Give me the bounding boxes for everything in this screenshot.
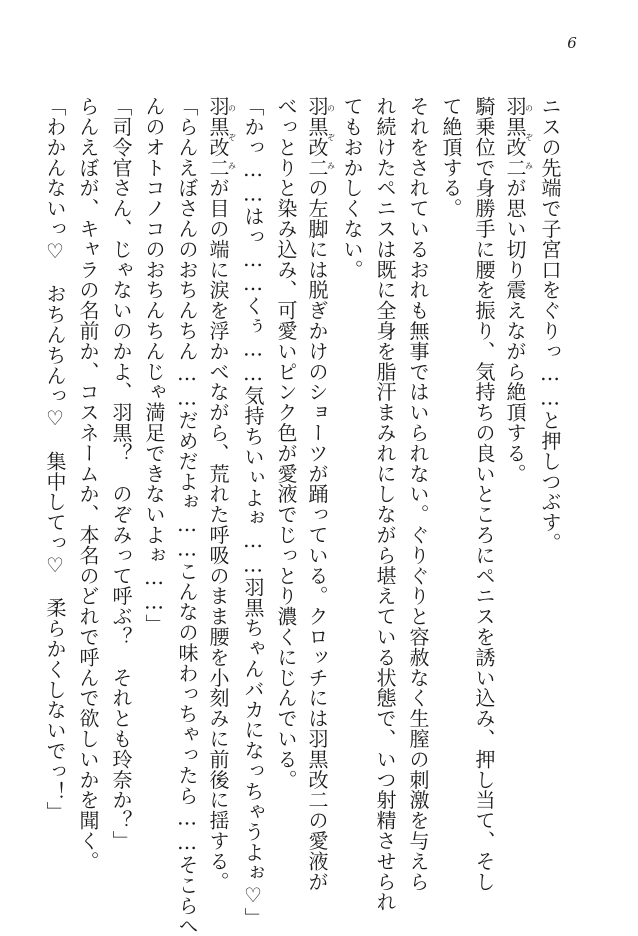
text-line-16: 「わかんないっ♡ おちんちんっ♡ 集中してっ♡ 柔らかくしないでっ！」	[43, 96, 67, 822]
text-line-8: 羽黒改二のぞみの左脚には脱ぎかけのショーツが踊っている。クロッチには羽黒改二の愛液が	[305, 96, 336, 892]
text-line-5: それをされているおれも無事ではいられない。ぐりぐりと容赦なく生膣の刺激を与えら	[406, 96, 430, 892]
text-line-15: らんえぼが、キャラの名前か、コスネームか、本名のどれで呼んで欲しいかを聞く。	[76, 96, 100, 872]
ruby-name: 羽黒改二のぞみ	[305, 96, 336, 178]
text-line-2: 羽黒改二のぞみが思い切り震えながら絶頂する。	[503, 96, 534, 484]
text-line-10: 「かっ……はっ……くぅ……気持ちいぃよぉ……羽黒ちゃんバカになっちゃうよぉ♡」	[241, 96, 265, 928]
vertical-text-body	[38, 96, 566, 936]
page-number: 6	[567, 34, 577, 52]
text-line-9: べっとりと染み込み、可愛いピンク色が愛液でじっとり濃くにじんでいる。	[274, 96, 298, 790]
text-line-7: てもおかしくない。	[340, 96, 364, 280]
text-line-11: 羽黒改二のぞみが目の端に涙を浮かべながら、荒れた呼吸のまま腰を小刻みに前後に揺する。	[206, 96, 237, 892]
text-line-14: 「司令官さん、じゃないのかよ、羽黒？ のぞみって呼ぶ？ それとも玲奈か？」	[109, 96, 133, 851]
text-line-6: れ続けたペニスは既に全身を脂汗まみれにしながら堪えている状態で、いつ射精させられ	[373, 96, 397, 912]
text-line-3: 騎乗位で身勝手に腰を振り、気持ちの良いところにペニスを誘い込み、押し当て、そし	[472, 96, 496, 892]
text-line-13: んのオトコノコのおちんちんじゃ満足できないよぉ……」	[142, 96, 166, 635]
ruby-name: 羽黒改二のぞみ	[503, 96, 534, 178]
text-line-4: て絶頂する。	[439, 96, 463, 219]
text-line-1: ニスの先端で子宮口をぐりっ……と押しつぶす。	[538, 96, 562, 553]
ruby-name: 羽黒改二のぞみ	[206, 96, 237, 178]
text-line-12: 「らんえぼさんのおちんちん……だめだよぉ……こんなの味わっちゃったら……そこらへ	[175, 96, 199, 936]
